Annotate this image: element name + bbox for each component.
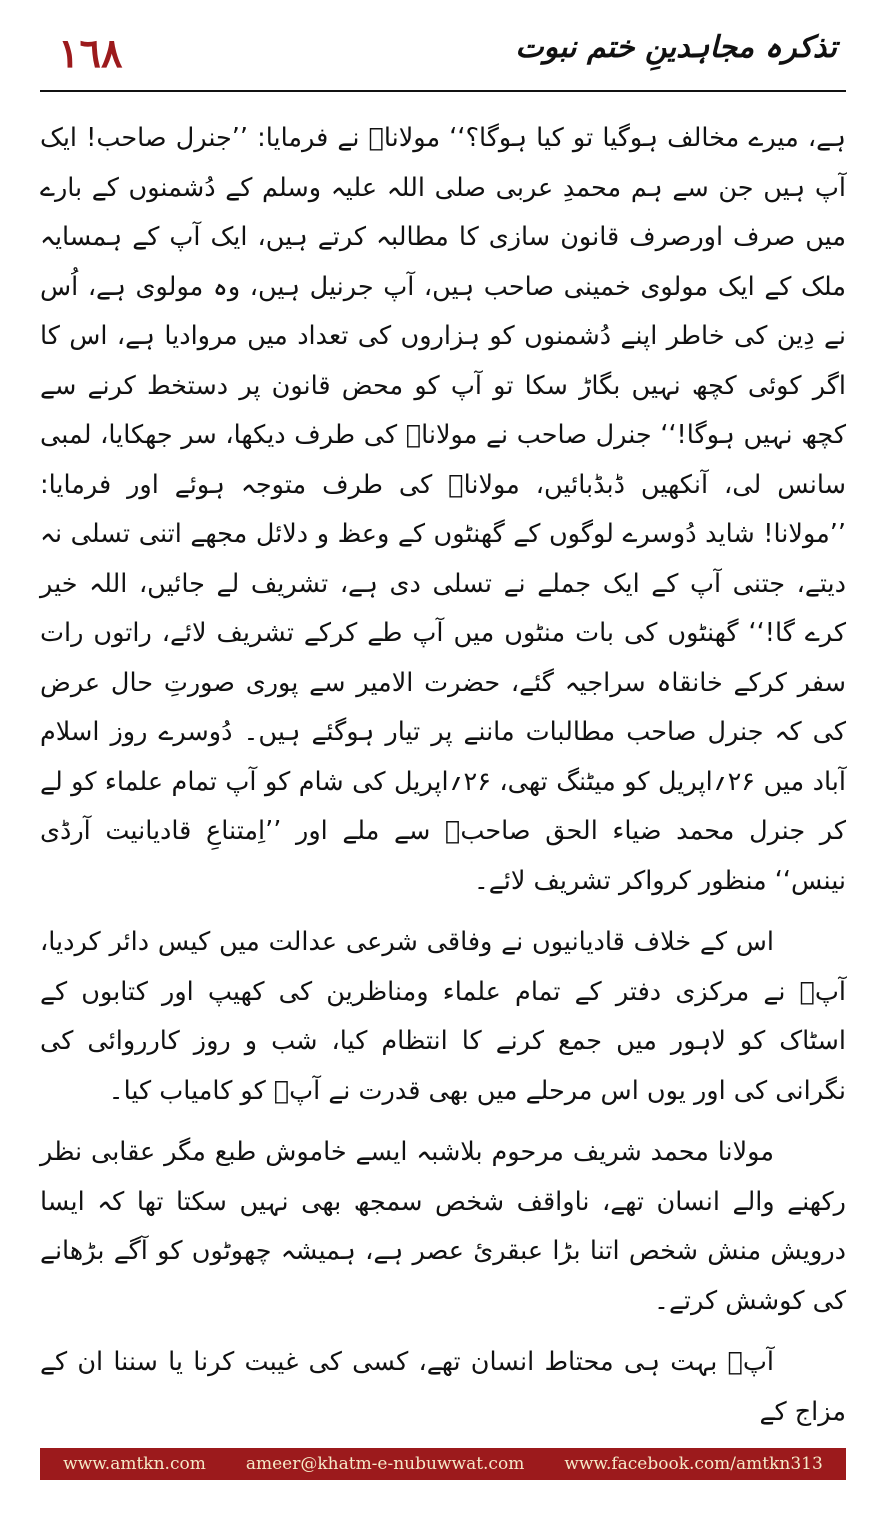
footer-facebook-link[interactable]: www.facebook.com/amtkn313	[564, 1454, 823, 1474]
body-text	[40, 114, 846, 1437]
paragraph-2: اس کے خلاف قادیانیوں نے وفاقی شرعی عدالت میں کیس دائر کردیا، آپؒ نے مرکزی دفتر کے تمام علماء ومناظرین کی کھیپ اور کتابوں کے اسٹاک کو لاہور میں جمع کرنے کا انتظام کیا، شب و روز کارروائی کی نگرانی کی اور یوں اس مرحلے میں بھی قدرت نے آپؒ کو کامیاب کیا۔	[40, 927, 846, 1106]
footer-email-link[interactable]: ameer@khatm-e-nubuwwat.com	[245, 1454, 525, 1474]
header-divider	[40, 90, 846, 92]
paragraph-1: ہے، میرے مخالف ہوگیا تو کیا ہوگا؟‘‘ مولاناؒ نے فرمایا: ’’جنرل صاحب! ایک آپ ہیں جن سے ہم محمدِ عربی صلی اللہ علیہ وسلم کے دُشمنوں کے بارے میں صرف اورصرف قانون سازی کا مطالبہ کرتے ہیں، ایک آپ کے ہمسایہ ملک کے ایک مولوی خمینی صاحب ہیں، آپ جرنیل ہیں، وہ مولوی ہے، اُس نے دِین کی خاطر اپنے دُشمنوں کو ہزاروں کی تعداد میں مروادیا ہے، اس کا اگر کوئی کچھ نہیں بگاڑ سکا تو آپ کو محض قانون پر دستخط کرنے سے کچھ نہیں ہوگا!‘‘ جنرل صاحب نے مولاناؒ کی طرف دیکھا، سر جھکایا، لمبی سانس لی، آنکھیں ڈبڈبائیں، مولاناؒ کی طرف متوجہ ہوئے اور فرمایا: ’’مولانا! شاید دُوسرے لوگوں کے گھنٹوں کے وعظ و دلائل مجھے اتنی تسلی نہ دیتے، جتنی آپ کے ایک جملے نے تسلی دی ہے، تشریف لے جائیں، اللہ خیر کرے گا!‘‘ گھنٹوں کی بات منٹوں میں آپ طے کرکے تشریف لائے، راتوں رات سفر کرکے خانقاہ سراجیہ گئے، حضرت الامیر سے پوری صورتِ حال عرض کی کہ جنرل صاحب مطالبات ماننے پر تیار ہوگئے ہیں۔ دُوسرے روز اسلام آباد میں ۲۶؍اپریل کو میٹنگ تھی، ۲۶؍اپریل کی شام کو آپ تمام علماء کو لے کر جنرل محمد ضیاء الحق صاحبؒ سے ملے اور ’’اِمتناعِ قادیانیت آرڈی نینس‘‘ منظور کرواکر تشریف لائے۔	[40, 123, 846, 896]
paragraph-3: مولانا محمد شریف مرحوم بلاشبہ ایسے خاموش طبع مگر عقابی نظر رکھنے والے انسان تھے، ناواقف شخص سمجھ بھی نہیں سکتا تھا کہ ایسا درویش منش شخص اتنا بڑا عبقریٔ عصر ہے، ہمیشہ چھوٹوں کو آگے بڑھانے کی کوشش کرتے۔	[40, 1137, 846, 1316]
page-number: ١٦٨	[58, 30, 123, 77]
running-title: تذکرہ مجاہدینِ ختم نبوت	[515, 30, 837, 65]
footer-website-link[interactable]: www.amtkn.com	[63, 1454, 206, 1474]
footer-bar	[40, 1448, 846, 1480]
paragraph-4: آپؒ بہت ہی محتاط انسان تھے، کسی کی غیبت کرنا یا سننا ان کے مزاج کے	[40, 1347, 846, 1427]
